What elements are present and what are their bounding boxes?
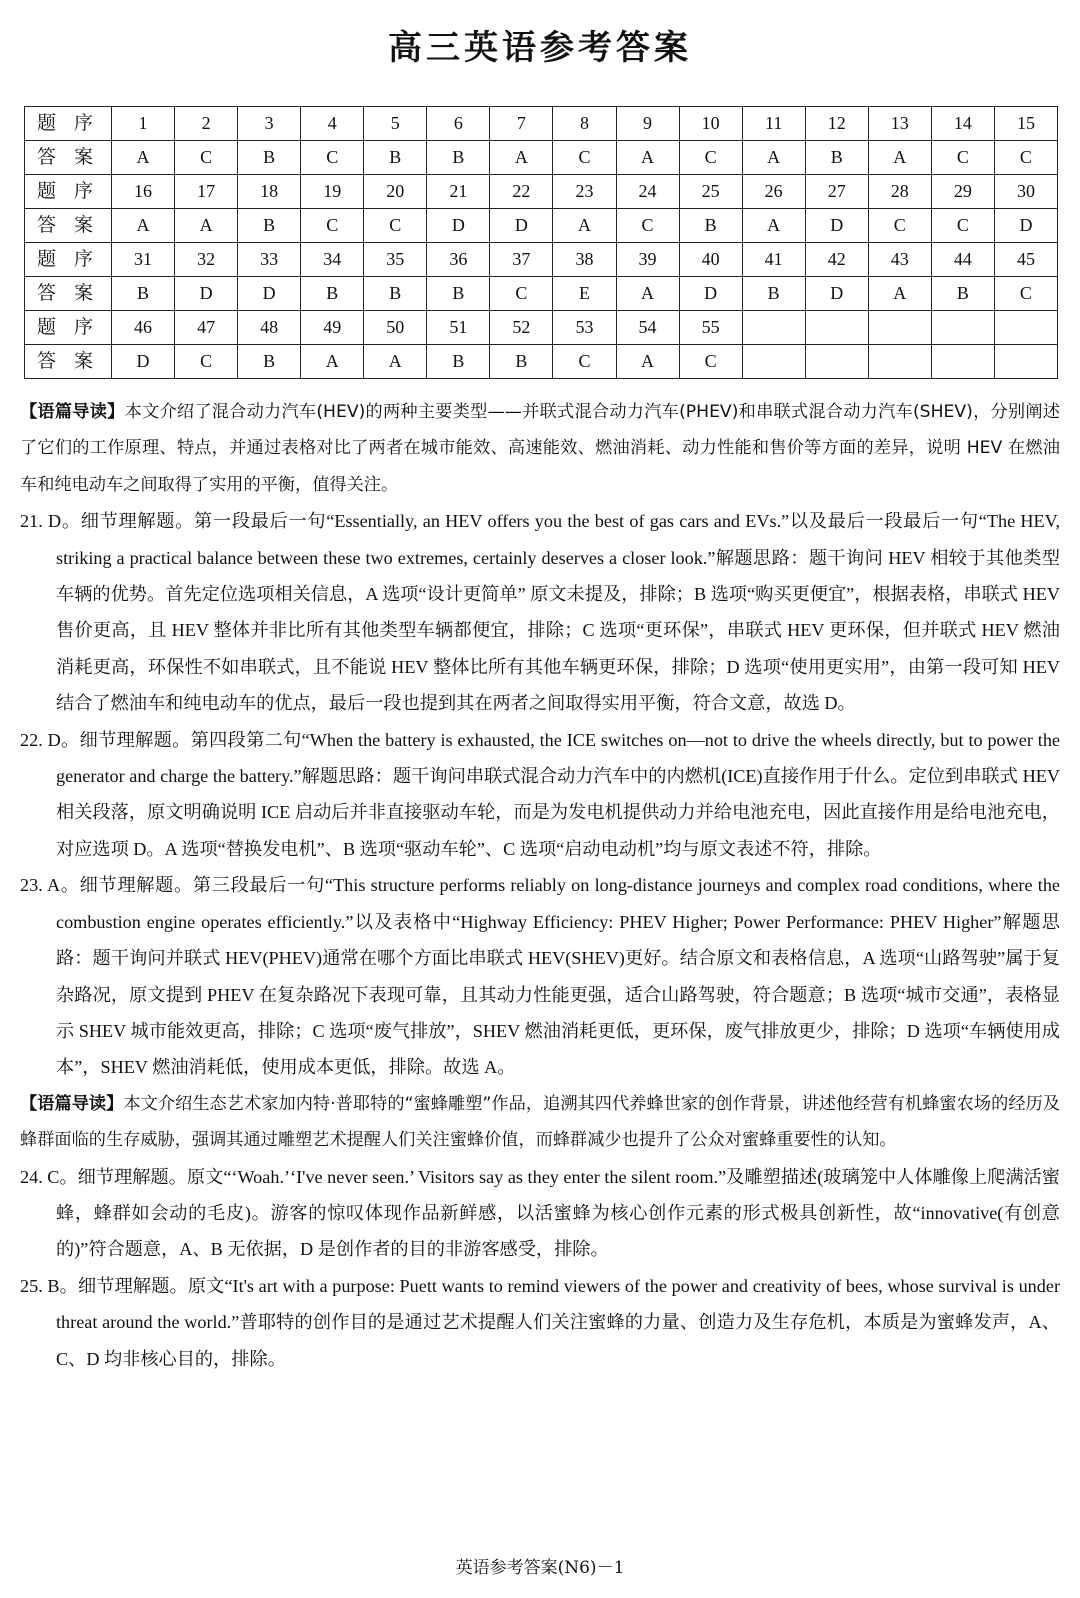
answer-cell: B bbox=[364, 141, 427, 175]
answer-cell: B bbox=[427, 345, 490, 379]
question-number-cell: 4 bbox=[301, 107, 364, 141]
answer-cell: B bbox=[805, 141, 868, 175]
question-number-cell: 50 bbox=[364, 311, 427, 345]
question-number-cell bbox=[805, 311, 868, 345]
question-number-cell: 43 bbox=[868, 243, 931, 277]
question-number-cell: 17 bbox=[175, 175, 238, 209]
answer-cell: B bbox=[742, 277, 805, 311]
question-number-cell: 32 bbox=[175, 243, 238, 277]
question-number-cell: 2 bbox=[175, 107, 238, 141]
question-number-cell: 23 bbox=[553, 175, 616, 209]
answer-cell: D bbox=[805, 277, 868, 311]
answer-cell: A bbox=[616, 141, 679, 175]
answer-cell: C bbox=[553, 345, 616, 379]
question-number-cell: 38 bbox=[553, 243, 616, 277]
question-number-cell: 33 bbox=[238, 243, 301, 277]
question-number-cell: 41 bbox=[742, 243, 805, 277]
answer-cell: C bbox=[553, 141, 616, 175]
question-number-cell: 7 bbox=[490, 107, 553, 141]
answer-row-label: 答 案 bbox=[25, 277, 112, 311]
answer-cell bbox=[994, 345, 1057, 379]
answer-cell bbox=[805, 345, 868, 379]
question-number-cell: 8 bbox=[553, 107, 616, 141]
question-number-cell: 46 bbox=[112, 311, 175, 345]
question-number-cell: 11 bbox=[742, 107, 805, 141]
answer-row bbox=[25, 209, 1058, 243]
answer-cell: C bbox=[175, 345, 238, 379]
answer-cell: B bbox=[112, 277, 175, 311]
question-number-cell: 42 bbox=[805, 243, 868, 277]
question-number-cell: 30 bbox=[994, 175, 1057, 209]
question-number-cell: 54 bbox=[616, 311, 679, 345]
question-number-cell: 10 bbox=[679, 107, 742, 141]
passage-guide-text: 本文介绍生态艺术家加内特·普耶特的“蜜蜂雕塑”作品，追溯其四代养蜂世家的创作背景，讲述他经营有机蜂蜜农场的经历及蜂群面临的生存威胁，强调其通过雕塑艺术提醒人们关注蜜蜂价值，而蜂群减少也提升了公众对蜜蜂重要性的认知。 bbox=[20, 1093, 1060, 1151]
question-number-cell: 9 bbox=[616, 107, 679, 141]
answer-cell: A bbox=[868, 277, 931, 311]
answer-cell: C bbox=[175, 141, 238, 175]
answer-cell: B bbox=[427, 141, 490, 175]
question-row-label: 题 序 bbox=[25, 243, 112, 277]
question-number-cell: 18 bbox=[238, 175, 301, 209]
page-title: 高三英语参考答案 bbox=[388, 28, 692, 68]
question-number-cell: 40 bbox=[679, 243, 742, 277]
question-row-label: 题 序 bbox=[25, 107, 112, 141]
answer-row bbox=[25, 141, 1058, 175]
question-number-cell: 36 bbox=[427, 243, 490, 277]
question-row bbox=[25, 311, 1058, 345]
question-number-cell: 37 bbox=[490, 243, 553, 277]
answer-table bbox=[24, 106, 1058, 379]
answer-cell: C bbox=[301, 209, 364, 243]
question-number-cell: 15 bbox=[994, 107, 1057, 141]
answer-cell bbox=[742, 345, 805, 379]
answer-cell: C bbox=[994, 141, 1057, 175]
answer-cell: A bbox=[112, 141, 175, 175]
answer-row-label: 答 案 bbox=[25, 209, 112, 243]
page-footer: 英语参考答案(N6)－1 bbox=[455, 1558, 625, 1578]
passage-guide-text: 本文介绍了混合动力汽车(HEV)的两种主要类型——并联式混合动力汽车(PHEV)和串联式混合动力汽车(SHEV)，分别阐述了它们的工作原理、特点，并通过表格对比了两者在城市能效、高速能效、燃油消耗、动力性能和售价等方面的差异，说明 HEV 在燃油车和纯电动车之间取得了实用的平衡，值得关注。 bbox=[20, 402, 1060, 495]
question-number-cell: 5 bbox=[364, 107, 427, 141]
answer-row bbox=[25, 277, 1058, 311]
answer-cell: D bbox=[427, 209, 490, 243]
answer-cell: B bbox=[238, 345, 301, 379]
answer-cell: D bbox=[112, 345, 175, 379]
answer-cell: D bbox=[238, 277, 301, 311]
question-number-cell: 51 bbox=[427, 311, 490, 345]
answer-cell: A bbox=[742, 141, 805, 175]
answer-cell: A bbox=[364, 345, 427, 379]
question-number-cell: 24 bbox=[616, 175, 679, 209]
answer-cell: D bbox=[994, 209, 1057, 243]
question-number-cell: 6 bbox=[427, 107, 490, 141]
answer-cell: A bbox=[112, 209, 175, 243]
answer-cell: A bbox=[616, 277, 679, 311]
answer-cell: B bbox=[364, 277, 427, 311]
question-number-cell: 39 bbox=[616, 243, 679, 277]
answer-cell: B bbox=[931, 277, 994, 311]
passage-guide-label: 【语篇导读】 bbox=[20, 1093, 124, 1114]
question-number-cell: 55 bbox=[679, 311, 742, 345]
explanation-item: 23. A。细节理解题。第三段最后一句“This structure performs reliably on long-distance journeys and complex road conditions, where the combustion engine operates efficiently.”以及表格中“Highway Efficiency: PHEV Higher; Power Performance: PHEV Higher”解题思路：题干询问并联式 HEV(PHEV)通常在哪个方面比串联式 HEV(SHEV)更好。结合原文和表格信息，A 选项“山路驾驶”属于复杂路况，原文提到 PHEV 在复杂路况下表现可靠，且其动力性能更强，适合山路驾驶，符合题意；B 选项“城市交通”，表格显示 SHEV 城市能效更高，排除；C 选项“废气排放”，SHEV 燃油消耗更低，更环保，废气排放更少，排除；D 选项“车辆使用成本”，SHEV 燃油消耗低，使用成本更低，排除。故选 A。 bbox=[20, 875, 1060, 1078]
question-number-cell: 25 bbox=[679, 175, 742, 209]
question-number-cell bbox=[868, 311, 931, 345]
answer-cell bbox=[931, 345, 994, 379]
question-number-cell: 22 bbox=[490, 175, 553, 209]
explanation-item: 21. D。细节理解题。第一段最后一句“Essentially, an HEV offers you the best of gas cars and EVs.”以及最后一段最后一句“The HEV, striking a practical balance between these two extremes, certainly deserves a closer look.”解题思路：题干询问 HEV 相较于其他类型车辆的优势。首先定位选项相关信息，A 选项“设计更简单” 原文未提及，排除；B 选项“购买更便宜”，根据表格，串联式 HEV 售价更高，且 HEV 整体并非比所有其他类型车辆都便宜，排除；C 选项“更环保”，串联式 HEV 更环保，但并联式 HEV 燃油消耗更高，环保性不如串联式，且不能说 HEV 整体比所有其他车辆更环保，排除；D 选项“使用更实用”，由第一段可知 HEV 结合了燃油车和纯电动车的优点，最后一段也提到其在两者之间取得实用平衡，符合文意，故选 D。 bbox=[20, 511, 1060, 714]
question-number-cell: 20 bbox=[364, 175, 427, 209]
answer-cell: B bbox=[427, 277, 490, 311]
passage-guide-label: 【语篇导读】 bbox=[20, 402, 125, 422]
question-number-cell: 35 bbox=[364, 243, 427, 277]
question-number-cell: 34 bbox=[301, 243, 364, 277]
answer-cell: B bbox=[679, 209, 742, 243]
answer-cell: A bbox=[301, 345, 364, 379]
question-number-cell: 45 bbox=[994, 243, 1057, 277]
question-number-cell: 13 bbox=[868, 107, 931, 141]
answer-cell bbox=[868, 345, 931, 379]
explanation-item: 24. C。细节理解题。原文“‘Woah.’‘I've never seen.’ Visitors say as they enter the silent room.”及雕塑描述(玻璃笼中人体雕像上爬满活蜜蜂，蜂群如会动的毛皮)。游客的惊叹体现作品新鲜感，以活蜜蜂为核心创作元素的形式极具创新性，故“innovative(有创意的)”符合题意，A、B 无依据，D 是创作者的目的非游客感受，排除。 bbox=[20, 1166, 1060, 1260]
answer-cell: C bbox=[931, 209, 994, 243]
answer-cell: B bbox=[301, 277, 364, 311]
question-number-cell: 31 bbox=[112, 243, 175, 277]
question-row-label: 题 序 bbox=[25, 175, 112, 209]
explanation-content bbox=[20, 394, 1060, 1377]
question-row bbox=[25, 107, 1058, 141]
answer-cell: B bbox=[238, 209, 301, 243]
passage-guide bbox=[20, 1086, 1060, 1159]
answer-cell: A bbox=[868, 141, 931, 175]
passage-guide bbox=[20, 394, 1060, 503]
answer-cell: C bbox=[490, 277, 553, 311]
answer-cell: C bbox=[931, 141, 994, 175]
question-number-cell: 19 bbox=[301, 175, 364, 209]
answer-cell: B bbox=[238, 141, 301, 175]
question-number-cell bbox=[994, 311, 1057, 345]
answer-cell: C bbox=[994, 277, 1057, 311]
question-number-cell: 29 bbox=[931, 175, 994, 209]
answer-cell: C bbox=[679, 141, 742, 175]
question-number-cell: 14 bbox=[931, 107, 994, 141]
question-number-cell: 26 bbox=[742, 175, 805, 209]
question-number-cell: 21 bbox=[427, 175, 490, 209]
question-number-cell: 27 bbox=[805, 175, 868, 209]
question-number-cell: 52 bbox=[490, 311, 553, 345]
answer-row-label: 答 案 bbox=[25, 345, 112, 379]
question-row-label: 题 序 bbox=[25, 311, 112, 345]
question-number-cell: 49 bbox=[301, 311, 364, 345]
question-number-cell: 16 bbox=[112, 175, 175, 209]
question-number-cell: 1 bbox=[112, 107, 175, 141]
answer-cell: D bbox=[175, 277, 238, 311]
question-row bbox=[25, 175, 1058, 209]
question-row bbox=[25, 243, 1058, 277]
answer-cell: E bbox=[553, 277, 616, 311]
question-number-cell bbox=[742, 311, 805, 345]
answer-row-label: 答 案 bbox=[25, 141, 112, 175]
explanation-item: 22. D。细节理解题。第四段第二句“When the battery is exhausted, the ICE switches on—not to drive the wheels directly, but to power the generator and charge the battery.”解题思路：题干询问串联式混合动力汽车中的内燃机(ICE)直接作用于什么。定位到串联式 HEV 相关段落，原文明确说明 ICE 启动后并非直接驱动车轮，而是为发电机提供动力并给电池充电，因此直接作用是给电池充电，对应选项 D。A 选项“替换发电机”、B 选项“驱动车轮”、C 选项“启动电动机”均与原文表述不符，排除。 bbox=[20, 729, 1060, 859]
answer-cell: C bbox=[301, 141, 364, 175]
question-number-cell bbox=[931, 311, 994, 345]
answer-cell: D bbox=[490, 209, 553, 243]
answer-cell: C bbox=[364, 209, 427, 243]
question-number-cell: 48 bbox=[238, 311, 301, 345]
question-number-cell: 53 bbox=[553, 311, 616, 345]
answer-cell: D bbox=[805, 209, 868, 243]
answer-cell: C bbox=[868, 209, 931, 243]
answer-cell: A bbox=[742, 209, 805, 243]
answer-cell: A bbox=[490, 141, 553, 175]
question-number-cell: 44 bbox=[931, 243, 994, 277]
question-number-cell: 3 bbox=[238, 107, 301, 141]
answer-cell: B bbox=[490, 345, 553, 379]
explanation-item: 25. B。细节理解题。原文“It's art with a purpose: Puett wants to remind viewers of the power and creativity of bees, whose survival is under threat around the world.”普耶特的创作目的是通过艺术提醒人们关注蜜蜂的力量、创造力及生存危机，本质是为蜜蜂发声，A、C、D 均非核心目的，排除。 bbox=[20, 1275, 1060, 1369]
answer-row bbox=[25, 345, 1058, 379]
question-number-cell: 28 bbox=[868, 175, 931, 209]
answer-cell: A bbox=[553, 209, 616, 243]
answer-cell: A bbox=[616, 345, 679, 379]
question-number-cell: 12 bbox=[805, 107, 868, 141]
answer-cell: C bbox=[679, 345, 742, 379]
answer-cell: D bbox=[679, 277, 742, 311]
question-number-cell: 47 bbox=[175, 311, 238, 345]
answer-cell: C bbox=[616, 209, 679, 243]
answer-cell: A bbox=[175, 209, 238, 243]
